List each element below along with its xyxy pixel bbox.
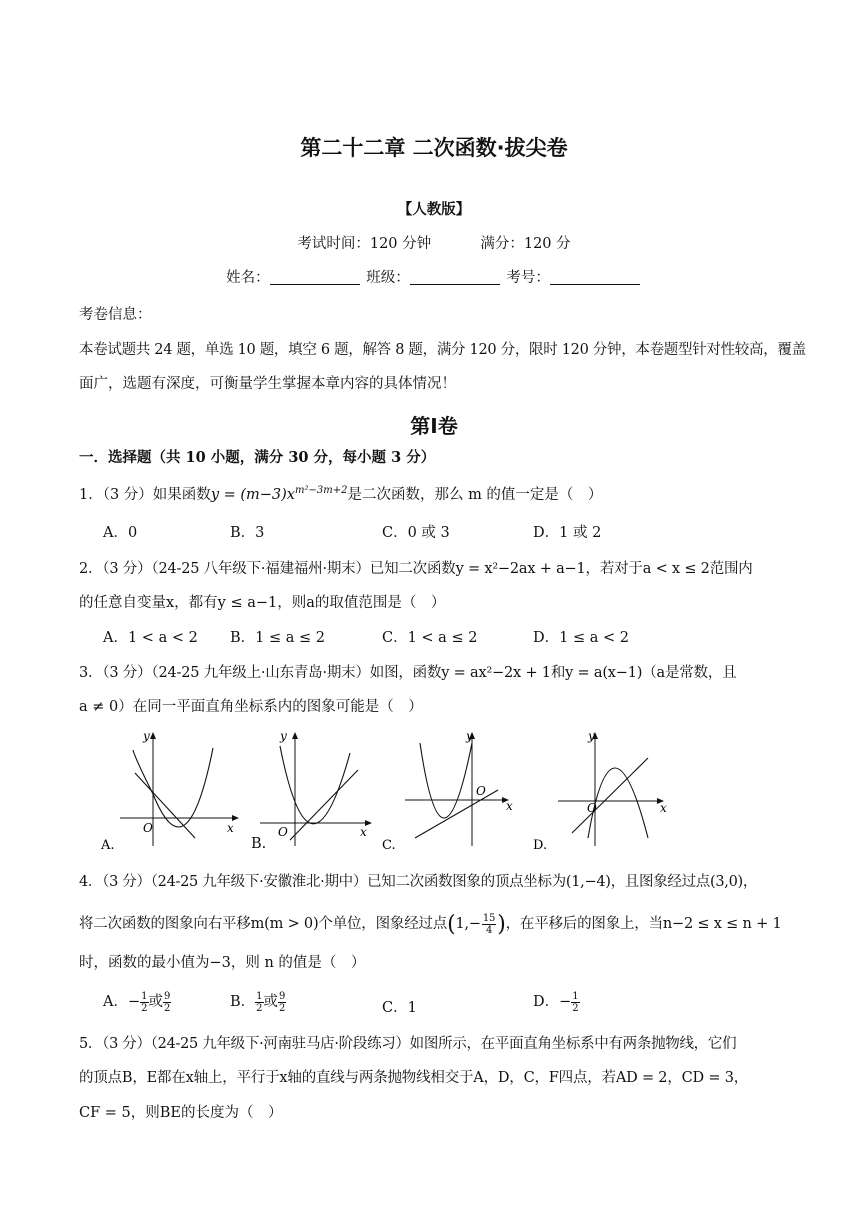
origin-label: O <box>476 784 486 798</box>
edition-label: 【人教版】 <box>397 201 471 218</box>
q4-line-2b: ，在平移后的图象上，当n−2 ≤ x ≤ n + 1 <box>505 916 782 932</box>
graph-label-b: B. <box>251 836 267 852</box>
origin-label: O <box>143 821 153 835</box>
class-field[interactable] <box>410 270 500 285</box>
q4-option-a[interactable]: A．− $\frac{1}{2}$ 或 $\frac{9}{2}$ <box>103 990 171 1014</box>
q3-graph-a[interactable] <box>95 728 245 853</box>
q4-point-x: 1,− <box>455 916 481 932</box>
q1-option-a[interactable]: A．0 <box>103 525 138 541</box>
q4-line-2: 将二次函数的图象向右平移m(m > 0)个单位，图象经过点(1,− $\frac{15}{4}$ )，在平移后的图象上，当n−2 ≤ x ≤ n + 1 <box>79 912 782 937</box>
exam-time-row <box>0 232 868 253</box>
origin-label: O <box>278 825 288 839</box>
q1-exponent: m²−3m+2 <box>295 485 348 497</box>
q3-line-2: a ≠ 0）在同一平面直角坐标系内的图象可能是（ ） <box>79 699 423 715</box>
x-label: x <box>360 825 367 839</box>
q4-line-3: 时，函数的最小值为−3，则 n 的值是（ ） <box>79 955 366 971</box>
question-1 <box>79 483 602 504</box>
parabola-left <box>133 750 153 794</box>
q4-line-2a: 将二次函数的图象向右平移m(m > 0)个单位，图象经过点 <box>79 916 448 932</box>
number-field[interactable] <box>550 270 640 285</box>
parabola <box>153 748 213 827</box>
q4-option-c[interactable]: C．1 <box>382 1000 417 1016</box>
q1-suffix: 是二次函数，那么 m 的值一定是（ ） <box>347 487 603 503</box>
q5-line-2: 的顶点B，E都在x轴上，平行于x轴的直线与两条抛物线相交于A，D，C，F四点，若AD = 2，CD = 3， <box>79 1070 749 1086</box>
y-label: y <box>466 729 473 743</box>
q1-option-d[interactable]: D．1 或 2 <box>533 525 602 541</box>
graph-label-d: D. <box>533 838 548 853</box>
y-label: y <box>588 729 595 743</box>
x-label: x <box>227 821 234 835</box>
y-label: y <box>280 729 287 743</box>
section-1-title: 一．选择题（共 10 小题，满分 30 分，每小题 3 分） <box>79 449 436 466</box>
q5-line-3: CF = 5，则BE的长度为（ ） <box>79 1105 283 1121</box>
q2-option-b[interactable]: B．1 ≤ a ≤ 2 <box>230 630 325 646</box>
q4-option-b[interactable]: B． $\frac{1}{2}$ 或 $\frac{9}{2}$ <box>230 990 286 1014</box>
name-label: 姓名： <box>226 270 270 286</box>
q3-graph-c[interactable] <box>380 728 520 853</box>
q1-option-c[interactable]: C．0 或 3 <box>382 525 450 541</box>
q1-option-b[interactable]: B．3 <box>230 525 265 541</box>
q4-option-d[interactable]: D．− $\frac{1}{2}$ <box>533 990 579 1014</box>
graph-label-c: C. <box>382 838 396 853</box>
line <box>572 758 648 833</box>
q1-prefix: 1．（3 分）如果函数 <box>79 487 211 503</box>
parabola <box>588 768 648 838</box>
q4-line-1: 4．（3 分）（24-25 九年级下·安徽淮北·期中）已知二次函数图象的顶点坐标为(1,−4)，且图象经过点(3,0)， <box>79 874 758 890</box>
student-info-row <box>0 266 868 287</box>
page-title: 第二十二章 二次函数·拔尖卷 <box>300 136 568 160</box>
q2-line-2: 的任意自变量x，都有y ≤ a−1，则a的取值范围是（ ） <box>79 595 446 611</box>
y-label: y <box>143 729 150 743</box>
q2-option-d[interactable]: D．1 ≤ a < 2 <box>533 630 629 646</box>
name-field[interactable] <box>270 270 360 285</box>
notice-heading: 考卷信息： <box>79 307 152 323</box>
notice-line-1: 本卷试题共 24 题，单选 10 题，填空 6 题，解答 8 题，满分 120 分，限时 120 分钟，本卷题型针对性较高，覆盖 <box>79 342 806 358</box>
q4-frac-num: 15 <box>482 912 496 924</box>
x-label: x <box>506 799 513 813</box>
q2-option-a[interactable]: A．1 < a < 2 <box>103 630 198 646</box>
origin-label: O <box>587 801 597 815</box>
q5-line-1: 5．（3 分）（24-25 九年级下·河南驻马店·阶段练习）如图所示，在平面直角坐标系中有两条抛物线，它们 <box>79 1036 737 1052</box>
q4-frac-den: 4 <box>485 924 493 936</box>
graph-label-a: A. <box>101 838 115 853</box>
exam-time: 考试时间：120 分钟 <box>297 236 432 252</box>
q2-line-1: 2．（3 分）（24-25 八年级下·福建福州·期末）已知二次函数y = x²−2ax + a−1，若对于a < x ≤ 2范围内 <box>79 561 753 577</box>
parabola <box>280 746 350 824</box>
q1-expr: y = (m−3)x <box>210 487 295 503</box>
y-axis-arrow <box>292 732 298 739</box>
parabola <box>420 743 472 818</box>
line <box>290 770 358 840</box>
q3-graph-b[interactable] <box>250 728 380 853</box>
q2-option-c[interactable]: C．1 < a ≤ 2 <box>382 630 478 646</box>
q3-line-1: 3．（3 分）（24-25 九年级上·山东青岛·期末）如图，函数y = ax²−2x + 1和y = a(x−1)（a是常数，且 <box>79 665 737 681</box>
y-axis-arrow <box>150 732 156 739</box>
class-label: 班级： <box>366 270 410 286</box>
full-score: 满分：120 分 <box>480 236 571 252</box>
x-label: x <box>660 801 667 815</box>
q3-graph-d[interactable] <box>530 728 670 853</box>
notice-line-2: 面广，选题有深度，可衡量学生掌握本章内容的具体情况！ <box>79 376 456 392</box>
number-label: 考号： <box>506 270 550 286</box>
volume-title: 第Ⅰ卷 <box>410 414 458 438</box>
